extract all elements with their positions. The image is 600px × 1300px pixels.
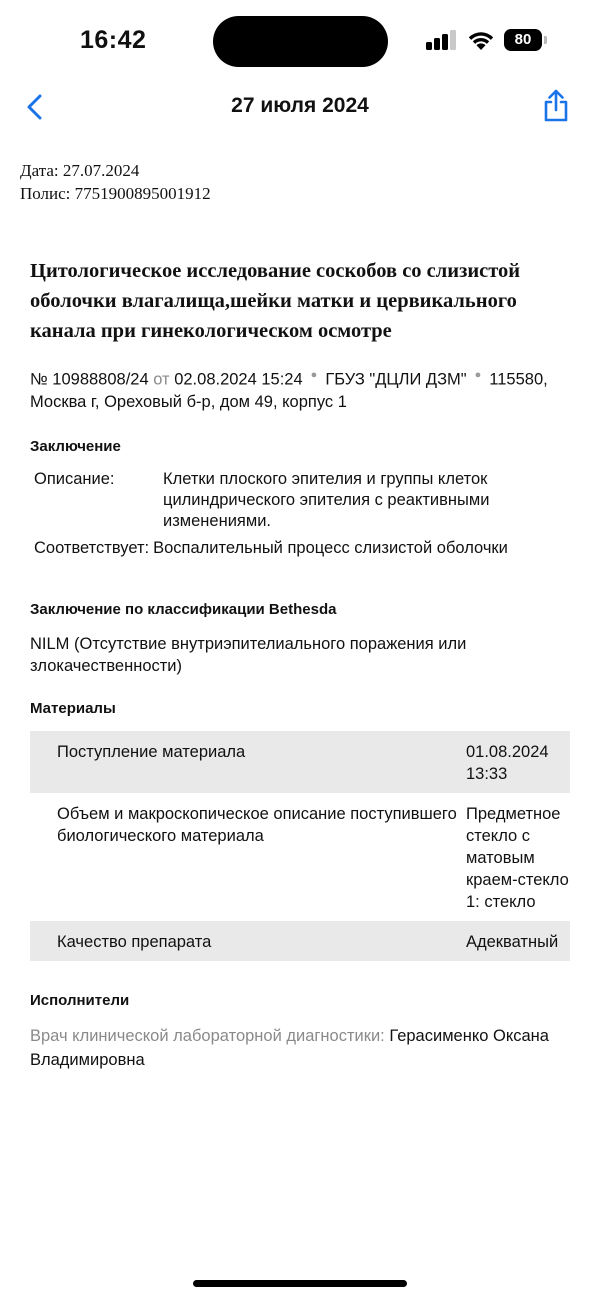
page-title: 27 июля 2024 [231, 94, 369, 117]
materials-table [30, 731, 570, 961]
document-number: № 10988808/24 [30, 370, 149, 389]
status-time: 16:42 [80, 26, 147, 54]
battery-level: 80 [504, 29, 542, 51]
table-row [30, 921, 570, 961]
status-bar [0, 0, 600, 84]
material-value: Адекватный [466, 932, 559, 951]
matches-value: Воспалительный процесс слизистой оболочки [153, 538, 508, 557]
policy-line: Полис: 7751900895001912 [20, 184, 211, 203]
material-name: Поступление материала [57, 742, 246, 761]
bethesda-text: NILM (Отсутствие внутриэпителиального поражения или злокачественности) [30, 634, 467, 675]
performer-name: Герасименко Оксана Владимировна [30, 1026, 549, 1069]
document-title: Цитологическое исследование соскобов со слизистой оболочки влагалища,шейки матки и цервикального канала при гинекологическом осмотре [30, 260, 521, 342]
document-content [30, 256, 575, 1072]
matches-row [30, 538, 575, 559]
material-value: 01.08.2024 13:33 [466, 742, 549, 783]
section-title-performers: Исполнители [30, 991, 130, 1009]
separator-dot: ● [310, 369, 318, 381]
home-indicator[interactable] [193, 1280, 407, 1287]
table-row [30, 731, 570, 793]
document-address: 115580, Москва г, Ореховый б-р, дом 49, корпус 1 [30, 370, 548, 411]
description-label: Описание: [34, 469, 115, 488]
table-row [30, 793, 570, 921]
material-name: Качество препарата [57, 932, 212, 951]
matches-label: Соответствует: [34, 538, 150, 557]
material-value: Предметное стекло с матовым краем-стекло 1: стекло [466, 804, 569, 911]
section-title-conclusion: Заключение [30, 437, 121, 455]
separator-dot: ● [474, 369, 482, 381]
date-line: Дата: 27.07.2024 [20, 161, 140, 180]
battery-icon [504, 29, 548, 51]
material-name: Объем и макроскопическое описание поступившего биологического материала [57, 804, 457, 845]
section-title-materials: Материалы [30, 699, 116, 717]
from-word: от [153, 370, 170, 389]
performer [30, 1024, 575, 1072]
share-icon[interactable] [540, 88, 572, 124]
document-org: ГБУЗ "ДЦЛИ ДЗМ" [325, 370, 467, 389]
description-value: Клетки плоского эпителия и группы клеток цилиндрического эпителия с реактивными изменениями. [163, 469, 490, 530]
conclusion-details [30, 469, 575, 559]
signal-icon [426, 30, 458, 50]
document-datetime: 02.08.2024 15:24 [174, 370, 303, 389]
wifi-icon [466, 28, 496, 52]
dynamic-island [213, 16, 388, 67]
performer-role: Врач клинической лабораторной диагностики: [30, 1026, 385, 1045]
section-title-bethesda: Заключение по классификации Bethesda [30, 600, 337, 618]
meta-info [20, 159, 211, 205]
document-reference [30, 364, 575, 413]
nav-bar [0, 84, 600, 130]
description-row [30, 469, 575, 532]
